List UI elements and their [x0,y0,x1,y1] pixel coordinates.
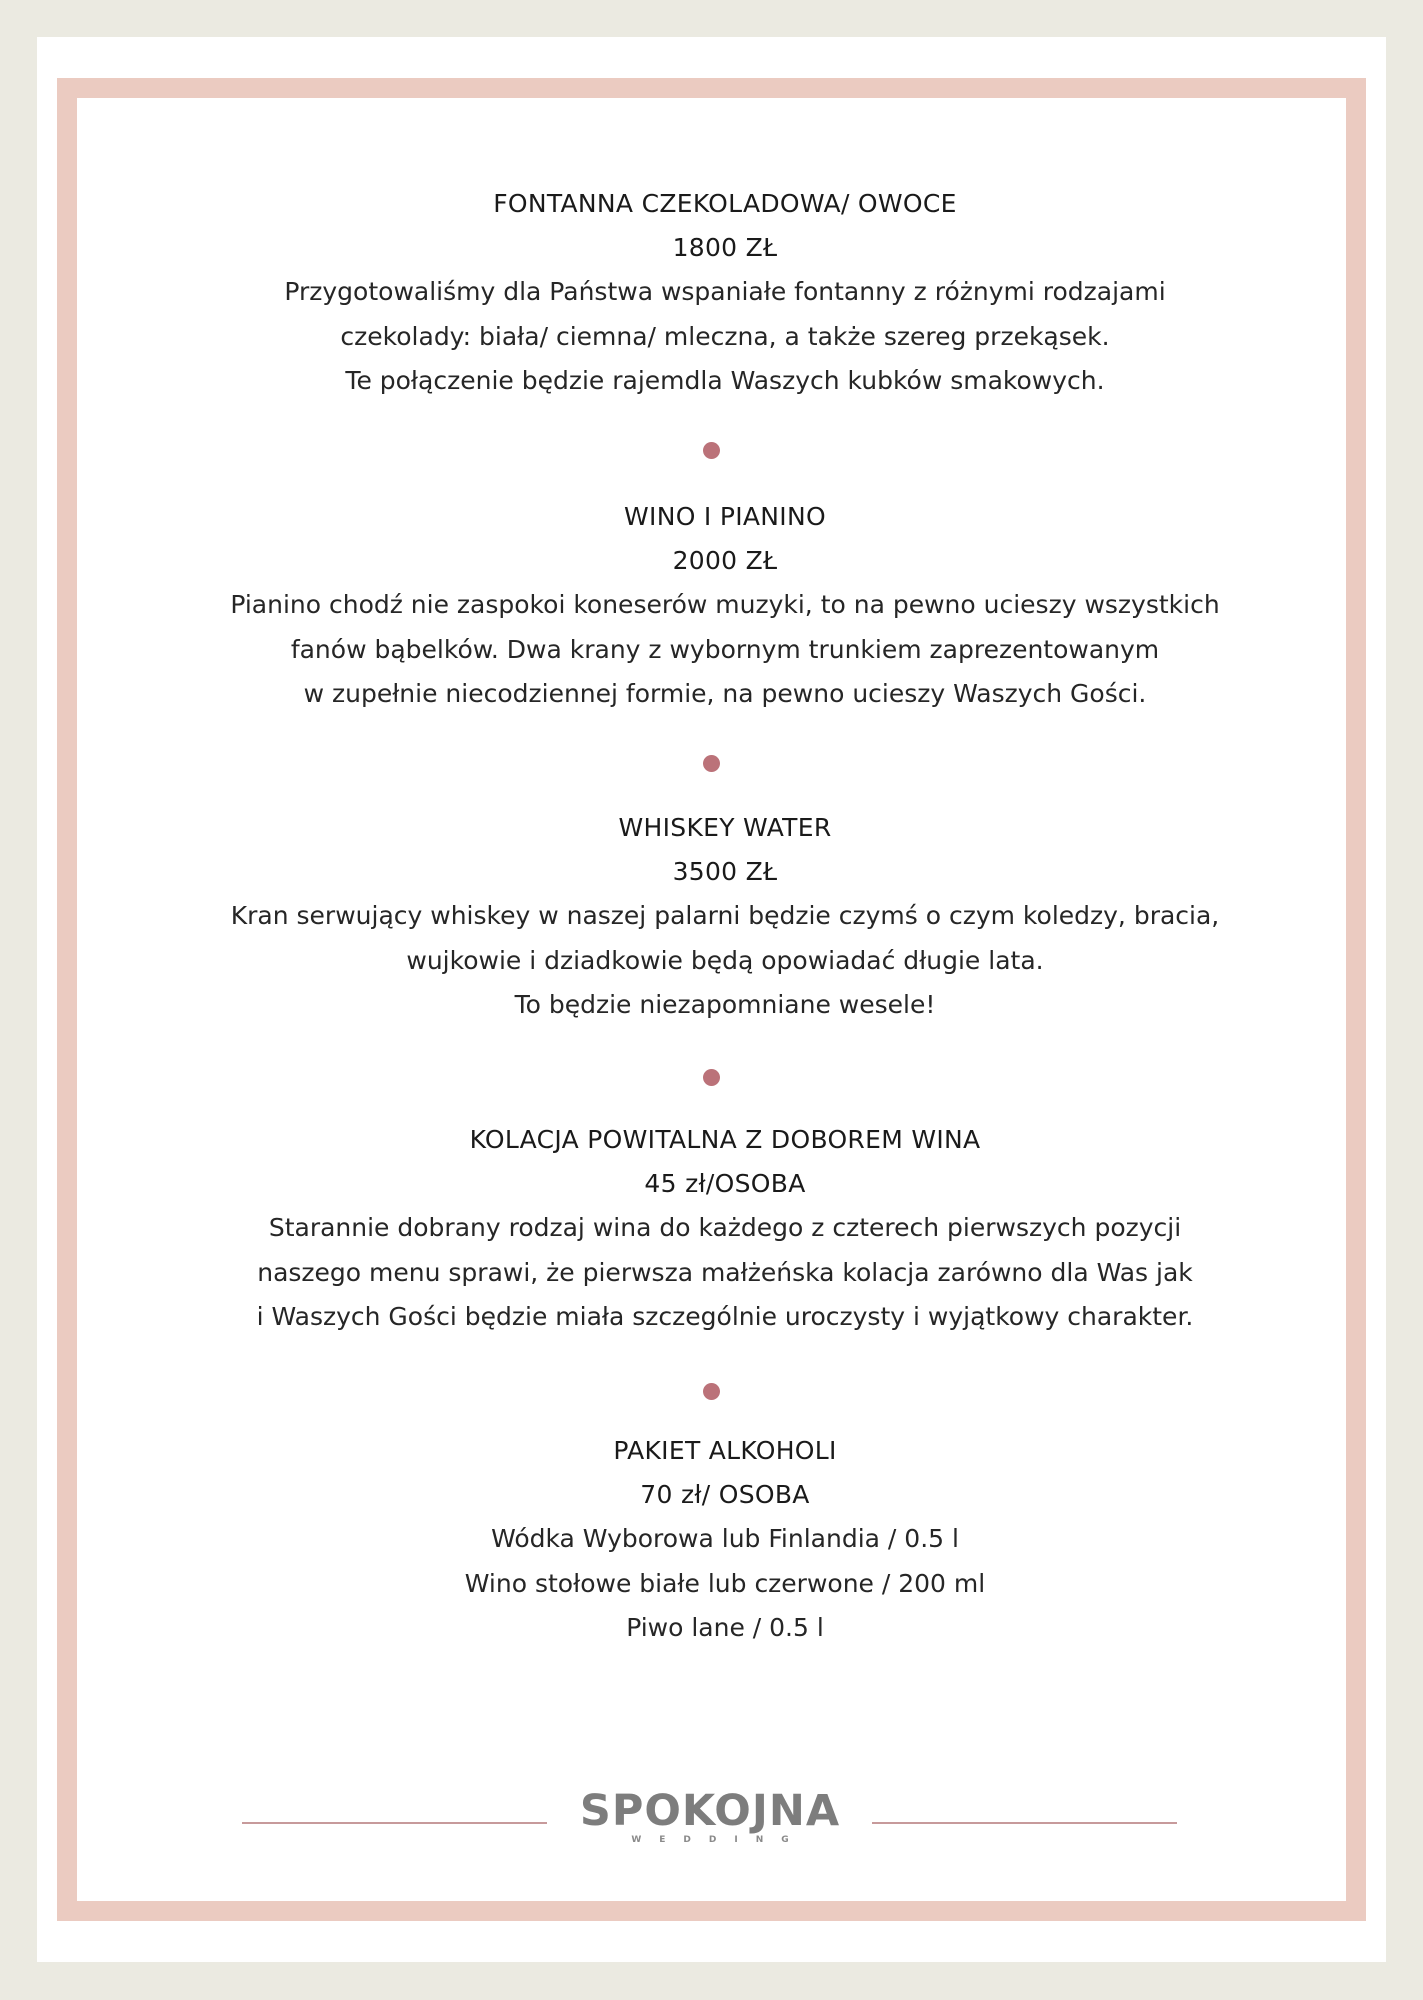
description-line: fanów bąbelków. Dwa krany z wybornym trunkiem zaprezentowanym [290,634,1160,664]
description-line: Przygotowaliśmy dla Państwa wspaniałe fontanny z różnymi rodzajami [284,277,1166,306]
brand-logo [560,1786,860,1856]
separator-dot [703,1069,720,1086]
menu-section-welcome-dinner [140,1118,1310,1340]
description-line: naszego menu sprawi, że pierwsza małżeńska kolacja zarówno dla Was jak [257,1257,1193,1287]
section-price: 70 zł/ OSOBA [640,1480,810,1509]
logo-name: SPOKOJNA [579,1786,841,1836]
description-line: wujkowie i dziadkowie będą opowiadać długie lata. [406,945,1044,975]
description-line: Pianino chodź nie zaspokoi koneserów muzyki, to na pewno ucieszy wszystkich [230,590,1220,619]
menu-section-alcohol-package [140,1429,1310,1651]
description-line: Piwo lane / 0.5 l [626,1613,824,1642]
section-price: 1800 ZŁ [672,233,778,262]
description-line: Wódka Wyborowa lub Finlandia / 0.5 l [491,1524,959,1553]
description-line: i Waszych Gości będzie miała szczególnie uroczysty i wyjątkowy charakter. [256,1302,1194,1331]
section-description [140,1517,1310,1651]
logo-subtitle: WEDDING [631,1835,807,1845]
section-description [140,270,1310,404]
description-line: Wino stołowe białe lub czerwone / 200 ml [464,1568,986,1598]
description-line: Starannie dobrany rodzaj wina do każdego z czterech pierwszych pozycji [268,1213,1182,1242]
section-description [140,1206,1310,1340]
section-price: 45 zł/OSOBA [644,1169,806,1198]
description-line: Te połączenie będzie rajemdla Waszych kubków smakowych. [345,366,1105,395]
separator-dot [703,755,720,772]
section-title: WHISKEY WATER [618,813,832,842]
footer-divider-right [872,1822,1177,1824]
section-price: 2000 ZŁ [672,546,778,575]
description-line: czekolady: biała/ ciemna/ mleczna, a także szereg przekąsek. [340,321,1110,351]
section-title: PAKIET ALKOHOLI [613,1436,837,1465]
description-line: To będzie niezapomniane wesele! [514,990,936,1019]
section-price: 3500 ZŁ [672,857,778,886]
section-description [140,583,1310,717]
menu-section-chocolate-fountain [140,182,1310,404]
menu-section-whiskey-water [140,806,1310,1028]
footer-divider-left [242,1822,547,1824]
section-title: KOLACJA POWITALNA Z DOBOREM WINA [469,1125,981,1154]
description-line: Kran serwujący whiskey w naszej palarni będzie czymś o czym koledzy, bracia, [230,901,1220,930]
section-title: FONTANNA CZEKOLADOWA/ OWOCE [493,189,957,218]
menu-section-wine-piano [140,495,1310,717]
description-line: w zupełnie niecodziennej formie, na pewno ucieszy Waszych Gości. [303,679,1147,708]
section-title: WINO I PIANINO [624,502,826,531]
section-description [140,894,1310,1028]
separator-dot [703,1383,720,1400]
separator-dot [703,442,720,459]
